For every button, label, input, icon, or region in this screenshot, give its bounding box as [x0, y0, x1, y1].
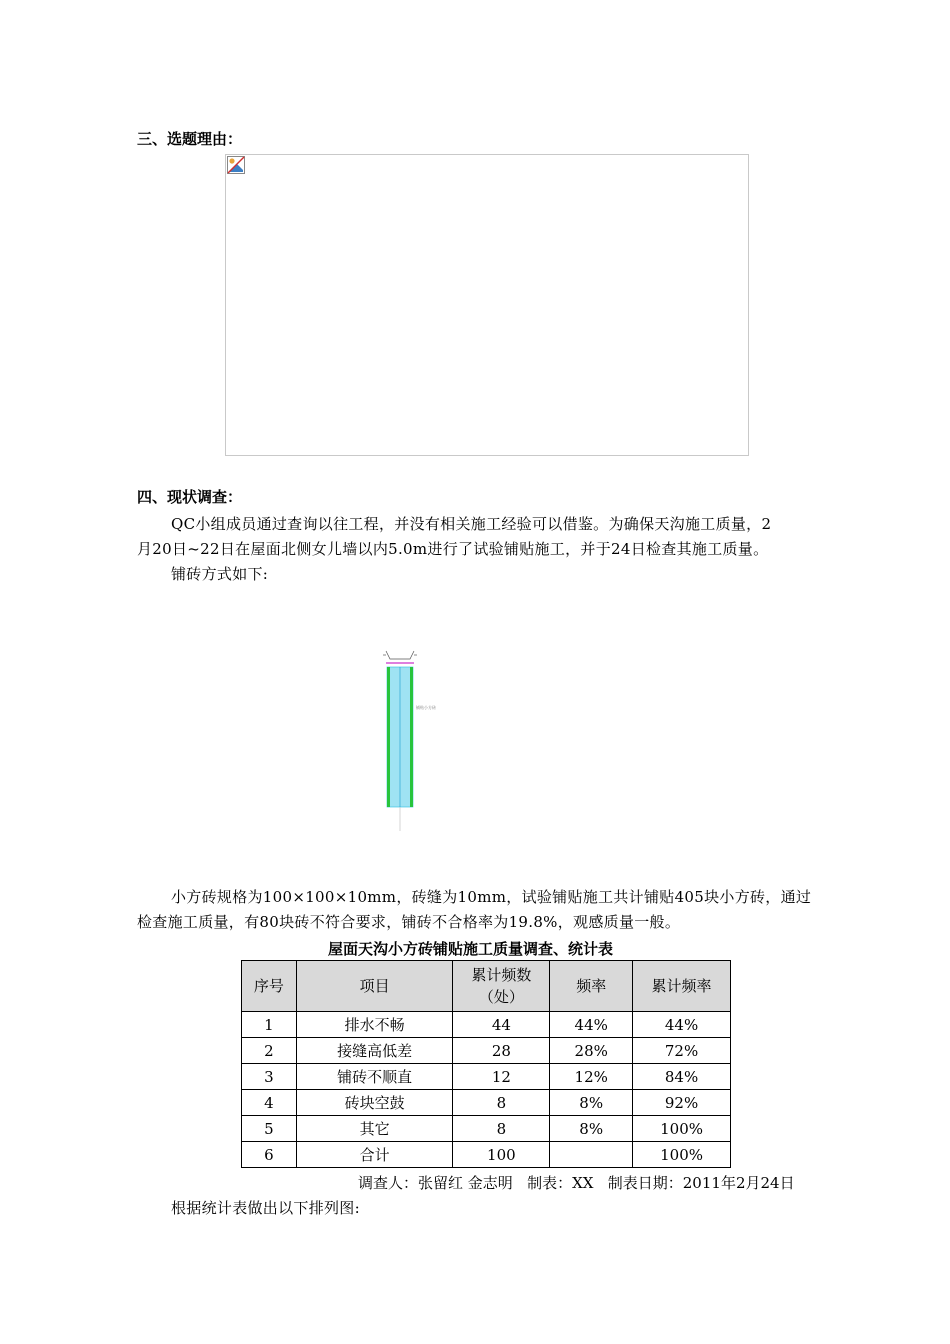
table-row: [242, 1116, 731, 1142]
table-cell: 44%: [550, 1012, 633, 1038]
table-title: 屋面天沟小方砖铺贴施工质量调查、统计表: [328, 940, 614, 958]
section4-heading: 四、现状调查：: [137, 488, 243, 506]
statistics-table: [241, 960, 731, 1168]
closing-paragraph: 根据统计表做出以下排列图:: [171, 1199, 360, 1217]
header-cell: 项目: [296, 961, 453, 1012]
table-cell: 其它: [296, 1116, 453, 1142]
paragraph-line: QC小组成员通过查询以往工程，并没有相关施工经验可以借鉴。为确保天沟施工质量，2: [171, 515, 772, 533]
table-cell: 100: [453, 1142, 550, 1168]
section3-heading: 三、选题理由：: [137, 130, 243, 148]
table-cell: 12%: [550, 1064, 633, 1090]
table-row: [242, 1012, 731, 1038]
paragraph-line: 检查施工质量，有80块砖不符合要求，铺砖不合格率为19.8%，观感质量一般。: [137, 913, 681, 931]
table-row: [242, 1038, 731, 1064]
table-cell: 100%: [633, 1142, 731, 1168]
table-cell: 72%: [633, 1038, 731, 1064]
header-cell: 累计频率: [633, 961, 731, 1012]
table-cell: 28%: [550, 1038, 633, 1064]
header-cell: 频率: [550, 961, 633, 1012]
date-text: 制表日期：2011年2月24日: [607, 1174, 795, 1192]
table-cell: 2: [242, 1038, 297, 1064]
table-cell: 84%: [633, 1064, 731, 1090]
table-cell: 44%: [633, 1012, 731, 1038]
table-cell: 8: [453, 1116, 550, 1142]
table-cell: 1: [242, 1012, 297, 1038]
paragraph-line: 月20日~22日在屋面北侧女儿墙以内5.0m进行了试验铺贴施工，并于24日检查其施工质量。: [137, 540, 769, 558]
table-row: [242, 1142, 731, 1168]
table-cell: 6: [242, 1142, 297, 1168]
table-cell: 8%: [550, 1090, 633, 1116]
drawing-label: 铺贴小方砖: [416, 705, 436, 710]
table-cell: 44: [453, 1012, 550, 1038]
table-cell: 合计: [296, 1142, 453, 1168]
table-footer: [358, 1172, 795, 1193]
broken-image-icon: [227, 156, 245, 174]
header-cell: 序号: [242, 961, 297, 1012]
table-cell: 接缝高低差: [296, 1038, 453, 1064]
header-cell: 累计频数（处）: [453, 961, 550, 1012]
table-cell: 8: [453, 1090, 550, 1116]
tile-layout-drawing: [380, 645, 450, 835]
tabulator-text: 制表：XX: [527, 1174, 594, 1192]
table-cell: 排水不畅: [296, 1012, 453, 1038]
paragraph-line: 铺砖方式如下:: [171, 565, 269, 583]
table-cell: 3: [242, 1064, 297, 1090]
table-cell: 28: [453, 1038, 550, 1064]
table-cell: 8%: [550, 1116, 633, 1142]
investigators-text: 调查人：张留红 金志明: [358, 1174, 513, 1192]
paragraph-line: 小方砖规格为100×100×10mm，砖缝为10mm，试验铺贴施工共计铺贴405块小方砖，通过: [171, 888, 812, 906]
table-row: [242, 1064, 731, 1090]
image-placeholder: [225, 154, 749, 456]
table-cell: [550, 1142, 633, 1168]
table-cell: 100%: [633, 1116, 731, 1142]
table-cell: 92%: [633, 1090, 731, 1116]
table-cell: 5: [242, 1116, 297, 1142]
table-header-row: [242, 961, 731, 1012]
table-cell: 铺砖不顺直: [296, 1064, 453, 1090]
table-cell: 4: [242, 1090, 297, 1116]
table-cell: 12: [453, 1064, 550, 1090]
table-cell: 砖块空鼓: [296, 1090, 453, 1116]
table-row: [242, 1090, 731, 1116]
